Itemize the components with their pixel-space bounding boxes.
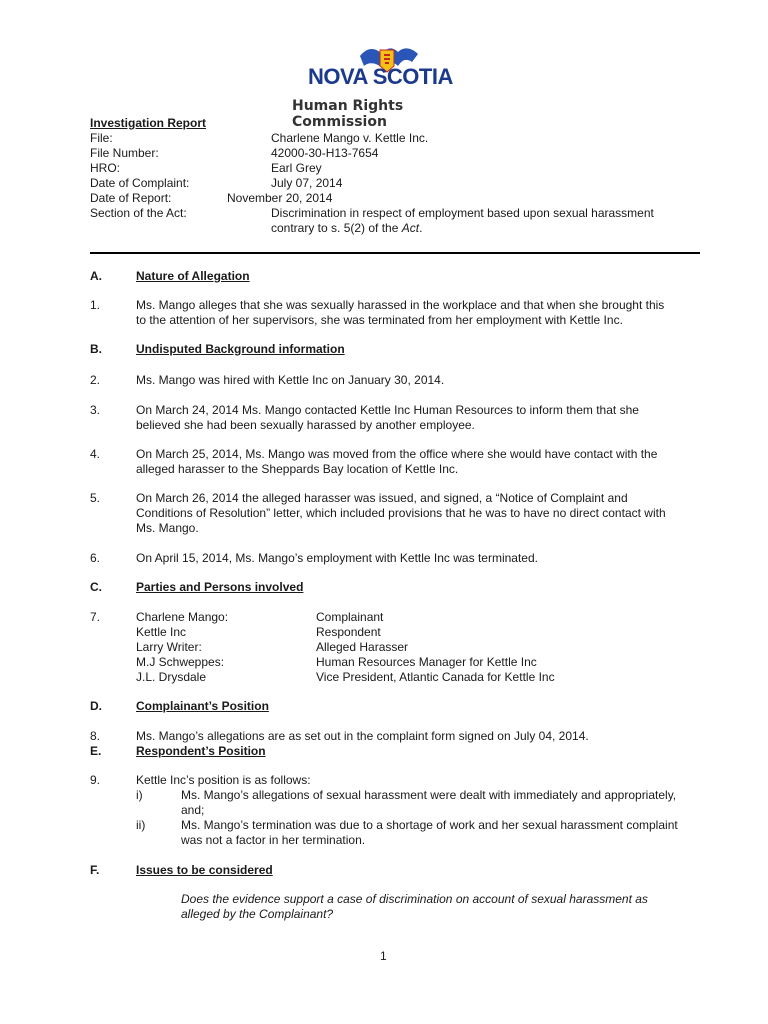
party-role-5: Vice President, Atlantic Canada for Kettle Inc	[316, 670, 555, 684]
logo-wordmark: NOVA SCOTIA	[308, 64, 453, 89]
party-name-3: Larry Writer:	[136, 640, 202, 654]
section-d-letter: D.	[90, 699, 102, 713]
section-act-end: .	[419, 221, 423, 235]
para-4-num: 4.	[90, 447, 101, 461]
field-label-file: File:	[90, 131, 113, 145]
nova-scotia-logo	[292, 38, 470, 130]
field-value-file: Charlene Mango v. Kettle Inc.	[271, 131, 429, 145]
para-6-line-1: On April 15, 2014, Ms. Mango’s employment with Kettle Inc was terminated.	[136, 551, 538, 565]
party-role-4: Human Resources Manager for Kettle Inc	[316, 655, 537, 669]
party-role-3: Alleged Harasser	[316, 640, 409, 654]
section-f-title: Issues to be considered	[136, 863, 273, 877]
report-title: Investigation Report	[90, 116, 207, 130]
para-3-line-2: believed she had been sexually harassed by another employee.	[136, 418, 475, 432]
section-e-title: Respondent’s Position	[136, 744, 266, 758]
field-value-section-act-cont	[271, 221, 422, 236]
section-b-title: Undisputed Background information	[136, 342, 345, 356]
section-e-letter: E.	[90, 744, 102, 758]
respondent-item-2-line-2: was not a factor in her termination.	[181, 833, 366, 847]
para-9-num: 9.	[90, 773, 101, 787]
para-6-num: 6.	[90, 551, 101, 565]
para-1-line-1: Ms. Mango alleges that she was sexually harassed in the workplace and that when she brought this	[136, 298, 665, 312]
para-5-num: 5.	[90, 491, 101, 505]
para-2-num: 2.	[90, 373, 101, 387]
header-divider	[90, 252, 700, 254]
para-7-num: 7.	[90, 610, 101, 624]
party-name-1: Charlene Mango:	[136, 610, 229, 624]
para-8-line-1: Ms. Mango’s allegations are as set out in the complaint form signed on July 04, 2014.	[136, 729, 589, 743]
para-3-num: 3.	[90, 403, 101, 417]
para-5-line-3: Ms. Mango.	[136, 521, 199, 535]
section-c-title: Parties and Persons involved	[136, 580, 304, 594]
field-value-date-complaint: July 07, 2014	[271, 176, 343, 190]
field-value-date-report: November 20, 2014	[227, 191, 333, 205]
respondent-item-2-line-1: Ms. Mango’s termination was due to a shortage of work and her sexual harassment complaint	[181, 818, 678, 832]
field-label-hro: HRO:	[90, 161, 120, 175]
section-c-letter: C.	[90, 580, 102, 594]
page-number: 1	[380, 949, 387, 963]
field-label-section-act: Section of the Act:	[90, 206, 187, 220]
respondent-item-1-marker: i)	[136, 788, 143, 802]
para-2-line-1: Ms. Mango was hired with Kettle Inc on January 30, 2014.	[136, 373, 445, 387]
party-role-1: Complainant	[316, 610, 384, 624]
section-a-letter: A.	[90, 269, 102, 283]
para-3-line-1: On March 24, 2014 Ms. Mango contacted Kettle Inc Human Resources to inform them that she	[136, 403, 639, 417]
field-label-date-complaint: Date of Complaint:	[90, 176, 190, 190]
section-b-letter: B.	[90, 342, 102, 356]
para-5-line-1: On March 26, 2014 the alleged harasser was issued, and signed, a “Notice of Complaint and	[136, 491, 628, 505]
issue-line-1: Does the evidence support a case of discrimination on account of sexual harassment as	[181, 892, 648, 906]
respondent-item-1-line-1: Ms. Mango’s allegations of sexual harassment were dealt with immediately and appropriately,	[181, 788, 677, 802]
section-act-italic: Act	[401, 221, 420, 235]
section-d-title: Complainant’s Position	[136, 699, 269, 713]
section-act-cont-text: contrary to s. 5(2) of the	[271, 221, 402, 235]
party-role-2: Respondent	[316, 625, 381, 639]
org-name: Human Rights Commission	[292, 98, 404, 130]
issue-line-2: alleged by the Complainant?	[181, 907, 334, 921]
para-8-num: 8.	[90, 729, 101, 743]
field-value-section-act: Discrimination in respect of employment based upon sexual harassment	[271, 206, 654, 220]
party-name-5: J.L. Drysdale	[136, 670, 207, 684]
para-1-line-2: to the attention of her supervisors, she was terminated from her employment with Kettle Inc.	[136, 313, 623, 327]
para-4-line-1: On March 25, 2014, Ms. Mango was moved from the office where she would have contact with the	[136, 447, 658, 461]
para-4-line-2: alleged harasser to the Sheppards Bay location of Kettle Inc.	[136, 462, 459, 476]
para-9-line-1: Kettle Inc’s position is as follows:	[136, 773, 311, 787]
section-f-letter: F.	[90, 863, 100, 877]
field-label-file-number: File Number:	[90, 146, 159, 160]
field-value-hro: Earl Grey	[271, 161, 322, 175]
party-name-4: M.J Schweppes:	[136, 655, 225, 669]
section-a-title: Nature of Allegation	[136, 269, 250, 283]
para-1-num: 1.	[90, 298, 101, 312]
para-5-line-2: Conditions of Resolution” letter, which included provisions that he was to have no direct contact with	[136, 506, 666, 520]
respondent-item-1-line-2: and;	[181, 803, 205, 817]
field-label-date-report: Date of Report:	[90, 191, 172, 205]
party-name-2: Kettle Inc	[136, 625, 187, 639]
respondent-item-2-marker: ii)	[136, 818, 146, 832]
field-value-file-number: 42000-30-H13-7654	[271, 146, 379, 160]
